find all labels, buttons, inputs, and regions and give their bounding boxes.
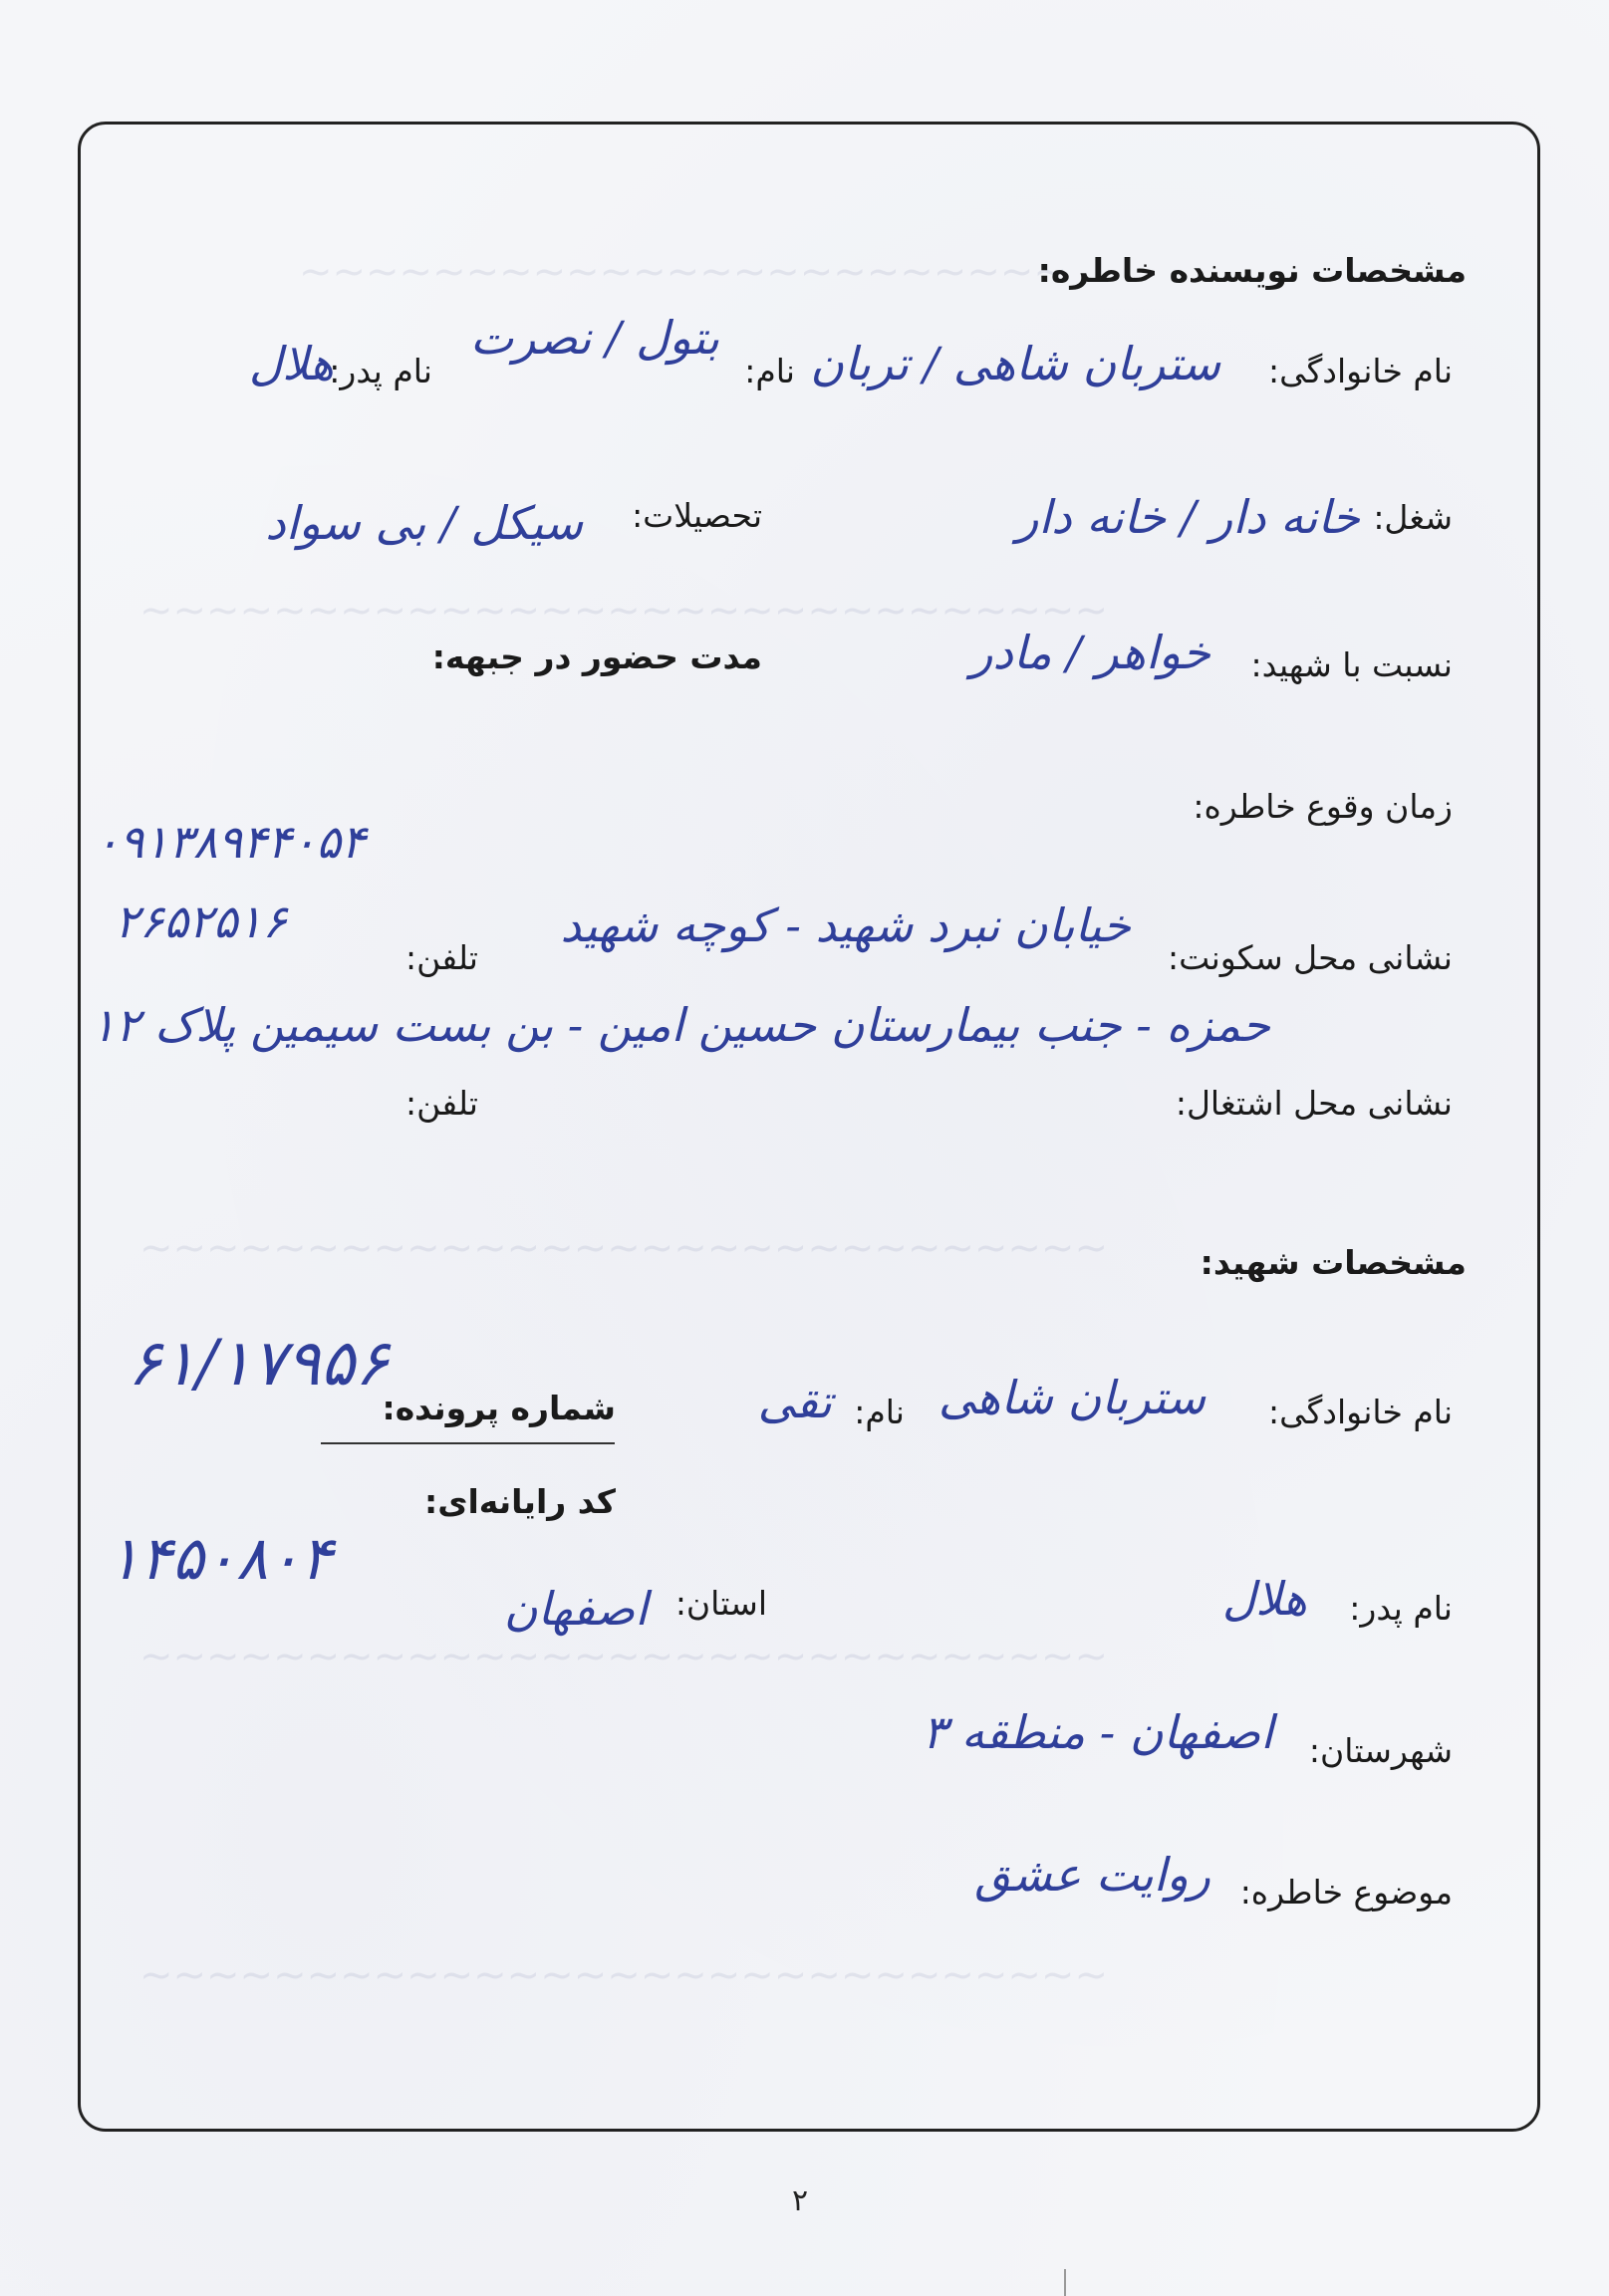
martyr-father-label: نام پدر: xyxy=(1349,1589,1453,1628)
author-family-value: ستربان شاهی / تربان xyxy=(810,337,1220,390)
author-relation-label: نسبت با شهید: xyxy=(1250,645,1453,684)
page-number: ۲ xyxy=(792,2183,809,2218)
show-through-text: ~~~~~~~~~~~~~~~~~~~~~~~~~~~~~ xyxy=(139,1634,1108,1679)
martyr-computer-code-value: ۱۴۵۰۸۰۴ xyxy=(108,1524,333,1594)
author-name-label: نام: xyxy=(744,352,795,390)
author-phone-label: تلفن: xyxy=(404,938,478,977)
martyr-file-number-label: شماره پرونده: xyxy=(382,1389,616,1427)
author-job-label: شغل: xyxy=(1373,498,1453,537)
author-address-line1: خیابان نبرد شهید - کوچه شهید xyxy=(560,898,1131,952)
martyr-province-label: استان: xyxy=(674,1584,767,1623)
show-through-text: ~~~~~~~~~~~~~~~~~~~~~~~~~~~~~ xyxy=(139,1225,1108,1271)
martyr-family-label: نام خانوادگی: xyxy=(1267,1393,1453,1431)
martyr-heading: مشخصات شهید: xyxy=(1200,1243,1467,1282)
form-frame xyxy=(78,122,1540,2132)
author-job-value: خانه دار / خانه دار xyxy=(1016,490,1360,544)
author-father-label: نام پدر: xyxy=(329,352,432,390)
show-through-text: ~~~~~~~~~~~~~~~~~~~~~~~~~~~~~ xyxy=(139,1952,1108,1998)
author-mobile-phone: ۰۹۱۳۸۹۴۴۰۵۴ xyxy=(95,815,366,869)
martyr-father-value: هلال xyxy=(1221,1572,1307,1626)
file-number-underline xyxy=(321,1442,615,1444)
martyr-province-value: اصفهان xyxy=(503,1582,648,1636)
show-through-text: ~~~~~~~~~~~~~~~~~~~~~~~ xyxy=(299,249,1067,295)
martyr-file-number-value: ۶۱/۱۷۹۵۶ xyxy=(128,1327,390,1401)
author-address-line2: حمزه - جنب بیمارستان حسین امین - بن بست سیمین پلاک ۱۲ xyxy=(91,998,1270,1052)
author-date-label: زمان وقوع خاطره: xyxy=(1193,787,1453,826)
author-work-phone-label: تلفن: xyxy=(404,1084,478,1123)
martyr-computer-code-label: کد رایانه‌ای: xyxy=(424,1482,616,1521)
author-home-phone: ۲۶۵۲۵۱۶ xyxy=(115,894,287,948)
martyr-city-value: اصفهان - منطقه ۳ xyxy=(922,1705,1273,1759)
author-name-value: بتول / نصرت xyxy=(470,311,719,365)
author-education-label: تحصیلات: xyxy=(632,496,762,535)
author-work-address-label: نشانی محل اشتغال: xyxy=(1175,1084,1453,1123)
show-through-text: ~~~~~~~~~~~~~~~~~~~~~~~~~~~~~ xyxy=(139,588,1108,634)
martyr-name-value: تقی xyxy=(757,1375,832,1428)
martyr-city-label: شهرستان: xyxy=(1308,1731,1453,1770)
martyr-topic-label: موضوع خاطره: xyxy=(1239,1873,1453,1912)
author-address-label: نشانی محل سکونت: xyxy=(1168,938,1453,977)
martyr-name-label: نام: xyxy=(854,1393,905,1431)
author-father-value: هلال xyxy=(248,337,334,390)
author-front-label: مدت حضور در جبهه: xyxy=(431,638,762,676)
author-education-value: سیکل / بی سواد xyxy=(265,496,583,550)
binding-mark xyxy=(1064,2269,1066,2296)
author-family-label: نام خانوادگی: xyxy=(1267,352,1453,390)
author-relation-value: خواهر / مادر xyxy=(970,626,1210,679)
author-heading: مشخصات نویسنده خاطره: xyxy=(1037,251,1467,290)
martyr-topic-value: روایت عشق xyxy=(974,1848,1210,1902)
martyr-family-value: ستربان شاهی xyxy=(938,1371,1206,1424)
